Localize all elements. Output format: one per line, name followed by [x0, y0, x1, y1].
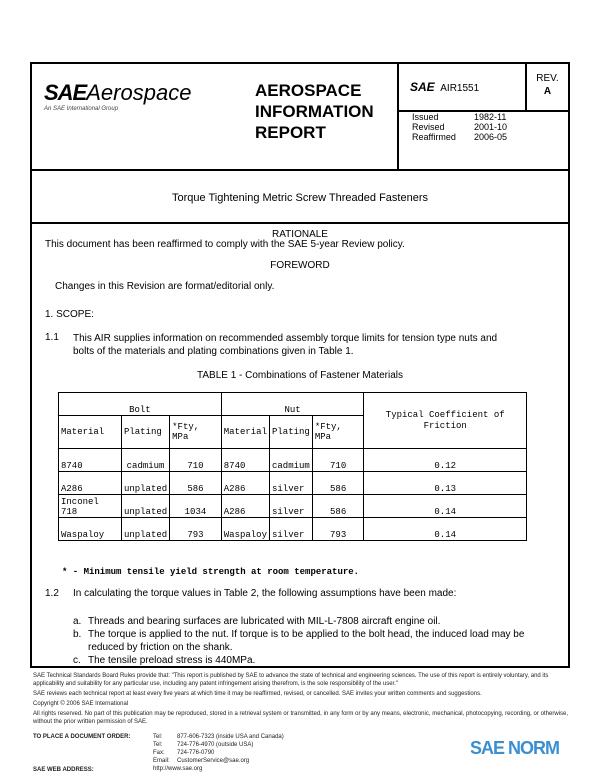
table-row: 8740 cadmium 710 8740 cadmium 710 0.12 — [59, 449, 527, 472]
table-row: A286 unplated 586 A286 silver 586 0.13 — [59, 472, 527, 495]
web-link[interactable]: http://www.sae.org — [153, 766, 203, 772]
sae-norm-watermark: SAE NORM — [470, 738, 560, 758]
foreword-heading: FOREWORD — [270, 260, 330, 271]
order-label: TO PLACE A DOCUMENT ORDER: — [33, 734, 131, 740]
assumptions-intro: In calculating the torque values in Table 2, the following assumptions have been made: — [73, 588, 457, 599]
scope-paragraph: This AIR supplies information on recommended assembly torque limits for tension type nuts and bolts of the materials and plating combinations given in Table 1. — [73, 333, 498, 357]
sae-aerospace-logo: SAEAerospace An SAE International Group — [44, 80, 192, 112]
footer: SAE Technical Standards Board Rules provide that: "This report is published by SAE to advance the state of technical and engineering sciences. The use of this report is entirely voluntary, and its applicability and suitability for any particular use, including any patent infringement arising therefrom, is the sole responsibility of the user." SAE reviews each technical report at least every five years at which time it may be reaffirmed, revised, or cancelled. SAE invites your written comments and suggestions. Copyright © 2006 SAE International All rights reserved. No part of this publication may be reproduced, stored in a retrieval system or transmitted, in any form or by any means, electronic, mechanical, photocopying, recording, or otherwise, without the prior written permission of SAE. — [33, 673, 568, 725]
foreword-text: Changes in this Revision are format/editorial only. — [55, 281, 275, 292]
scope-heading: 1. SCOPE: — [45, 309, 94, 320]
table-row: Inconel 718 unplated 1034 A286 silver 586 0.14 — [59, 495, 527, 518]
document-title: Torque Tightening Metric Screw Threaded Fasteners — [172, 192, 428, 204]
rationale-text: This document has been reaffirmed to comply with the SAE 5-year Review policy. — [45, 239, 405, 250]
dates: Issued 1982-11 Revised 2001-10 Reaffirmed 2006-05 — [412, 112, 508, 142]
para-number: 1.1 — [45, 332, 59, 343]
document-frame — [30, 62, 570, 668]
web-label: SAE WEB ADDRESS: — [33, 767, 94, 773]
contacts: Tel: 877-606-7323 (inside USA and Canada) Tel: 724-776-4970 (outside USA) Fax: 724-776-0790 Email: CustomerService@sae.org http://www.sae.org — [153, 734, 284, 772]
email-link[interactable]: CustomerService@sae.org — [177, 758, 250, 764]
report-type: AEROSPACE INFORMATION REPORT — [255, 81, 374, 142]
para-number: 1.2 — [45, 588, 59, 599]
table-row: Waspaloy unplated 793 Waspaloy silver 793 0.14 — [59, 518, 527, 541]
table-title: TABLE 1 - Combinations of Fastener Materials — [196, 370, 403, 381]
revision: REV. A — [536, 73, 559, 97]
assumptions-list: a. Threads and bearing surfaces are lubricated with MIL-L-7808 aircraft engine oil. b. The torque is applied to the nut. If torque is to be applied to the bolt head, the induced load may be reduced by friction on the shank. c. The tensile preload stress is 440MPa. — [73, 616, 525, 666]
materials-table: Bolt Nut Typical Coefficient of Friction Material Plating *Fty, MPa Material Plating *Fty, MPa 8740 cadmium 710 8740 cadmium 710 0.12 A286 unplated 586 A286 silver 586 0.13 Inconel 718 unplated 1034 A286 silver 586 0.14 Waspaloy unplated 793 Waspaloy silver 793 0.14 — [58, 392, 527, 541]
rationale-heading: RATIONALE — [272, 229, 328, 240]
doc-number: SAE AIR1551 — [410, 80, 480, 94]
table-footnote: * - Minimum tensile yield strength at room temperature. — [62, 567, 360, 577]
